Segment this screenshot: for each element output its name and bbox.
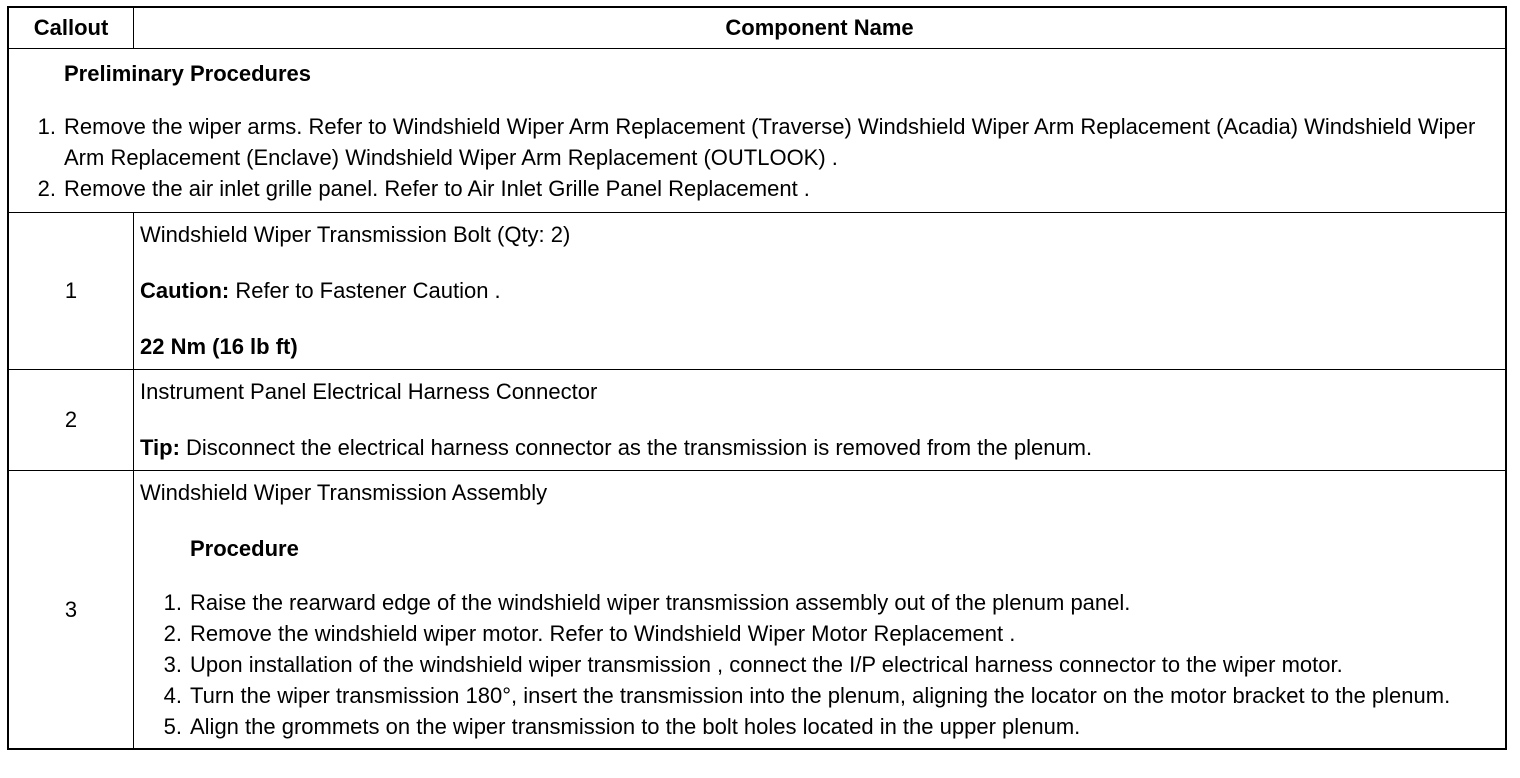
- step-text: Turn the wiper transmission 180°, insert the transmission into the plenum, aligning the locator on the motor bracket to the plenum.: [190, 683, 1451, 708]
- callout-column-header: Callout: [8, 7, 134, 49]
- tip-text: Disconnect the electrical harness connector as the transmission is removed from the plenum.: [179, 435, 1093, 460]
- step-text: Raise the rearward edge of the windshield wiper transmission assembly out of the plenum panel.: [190, 590, 1131, 615]
- component-name: Instrument Panel Electrical Harness Connector: [140, 379, 598, 404]
- document: [7, 6, 1507, 750]
- caution-note: [140, 275, 1499, 307]
- component-cell: [134, 213, 1507, 370]
- callout-number: 2: [8, 370, 134, 471]
- preliminary-title: Preliminary Procedures: [64, 61, 312, 86]
- preliminary-steps: [17, 111, 1505, 204]
- torque-spec: 22 Nm (16 lb ft): [140, 334, 298, 359]
- step-number: 3.: [163, 652, 182, 677]
- component-cell: [134, 471, 1507, 750]
- caution-text: Refer to Fastener Caution .: [229, 278, 501, 303]
- step-number: 1.: [37, 114, 56, 139]
- step-text: Upon installation of the windshield wiper transmission , connect the I/P electrical harness connector to the wiper motor.: [190, 652, 1343, 677]
- procedure-steps: [140, 587, 1499, 742]
- component-table: [7, 6, 1507, 750]
- component-cell: [134, 370, 1507, 471]
- step-text: Remove the windshield wiper motor. Refer to Windshield Wiper Motor Replacement .: [190, 621, 1016, 646]
- table-header-row: [8, 7, 1506, 49]
- step-number: 2.: [37, 176, 56, 201]
- list-item: [17, 173, 1505, 204]
- step-number: 4.: [163, 683, 182, 708]
- callout-number: 3: [8, 471, 134, 750]
- callout-number: 1: [8, 213, 134, 370]
- table-row: [8, 370, 1506, 471]
- table-row: [8, 213, 1506, 370]
- list-item: [140, 587, 1499, 618]
- table-row: [8, 471, 1506, 750]
- component-name: Windshield Wiper Transmission Assembly: [140, 480, 548, 505]
- component-name-column-header: Component Name: [134, 7, 1507, 49]
- step-text: Remove the air inlet grille panel. Refer to Air Inlet Grille Panel Replacement .: [64, 176, 810, 201]
- list-item: [140, 618, 1499, 649]
- preliminary-row: [8, 49, 1506, 213]
- tip-label: Tip:: [140, 435, 180, 460]
- caution-label: Caution:: [140, 278, 230, 303]
- list-item: [140, 680, 1499, 711]
- component-name: Windshield Wiper Transmission Bolt (Qty: 2): [140, 222, 571, 247]
- preliminary-cell: [8, 49, 1506, 213]
- step-text: Remove the wiper arms. Refer to Windshield Wiper Arm Replacement (Traverse) Windshield Wiper Arm Replacement (Acadia) Windshield Wiper Arm Replacement (Enclave) Windshield Wiper Arm Replacement (OUTLOOK) .: [64, 114, 1476, 170]
- procedure-title: Procedure: [190, 536, 299, 561]
- step-number: 5.: [163, 714, 182, 739]
- step-number: 2.: [163, 621, 182, 646]
- tip-note: [140, 432, 1499, 464]
- list-item: [140, 711, 1499, 742]
- list-item: [17, 111, 1505, 173]
- step-number: 1.: [163, 590, 182, 615]
- procedure-block: [140, 533, 1499, 742]
- list-item: [140, 649, 1499, 680]
- step-text: Align the grommets on the wiper transmission to the bolt holes located in the upper plenum.: [190, 714, 1081, 739]
